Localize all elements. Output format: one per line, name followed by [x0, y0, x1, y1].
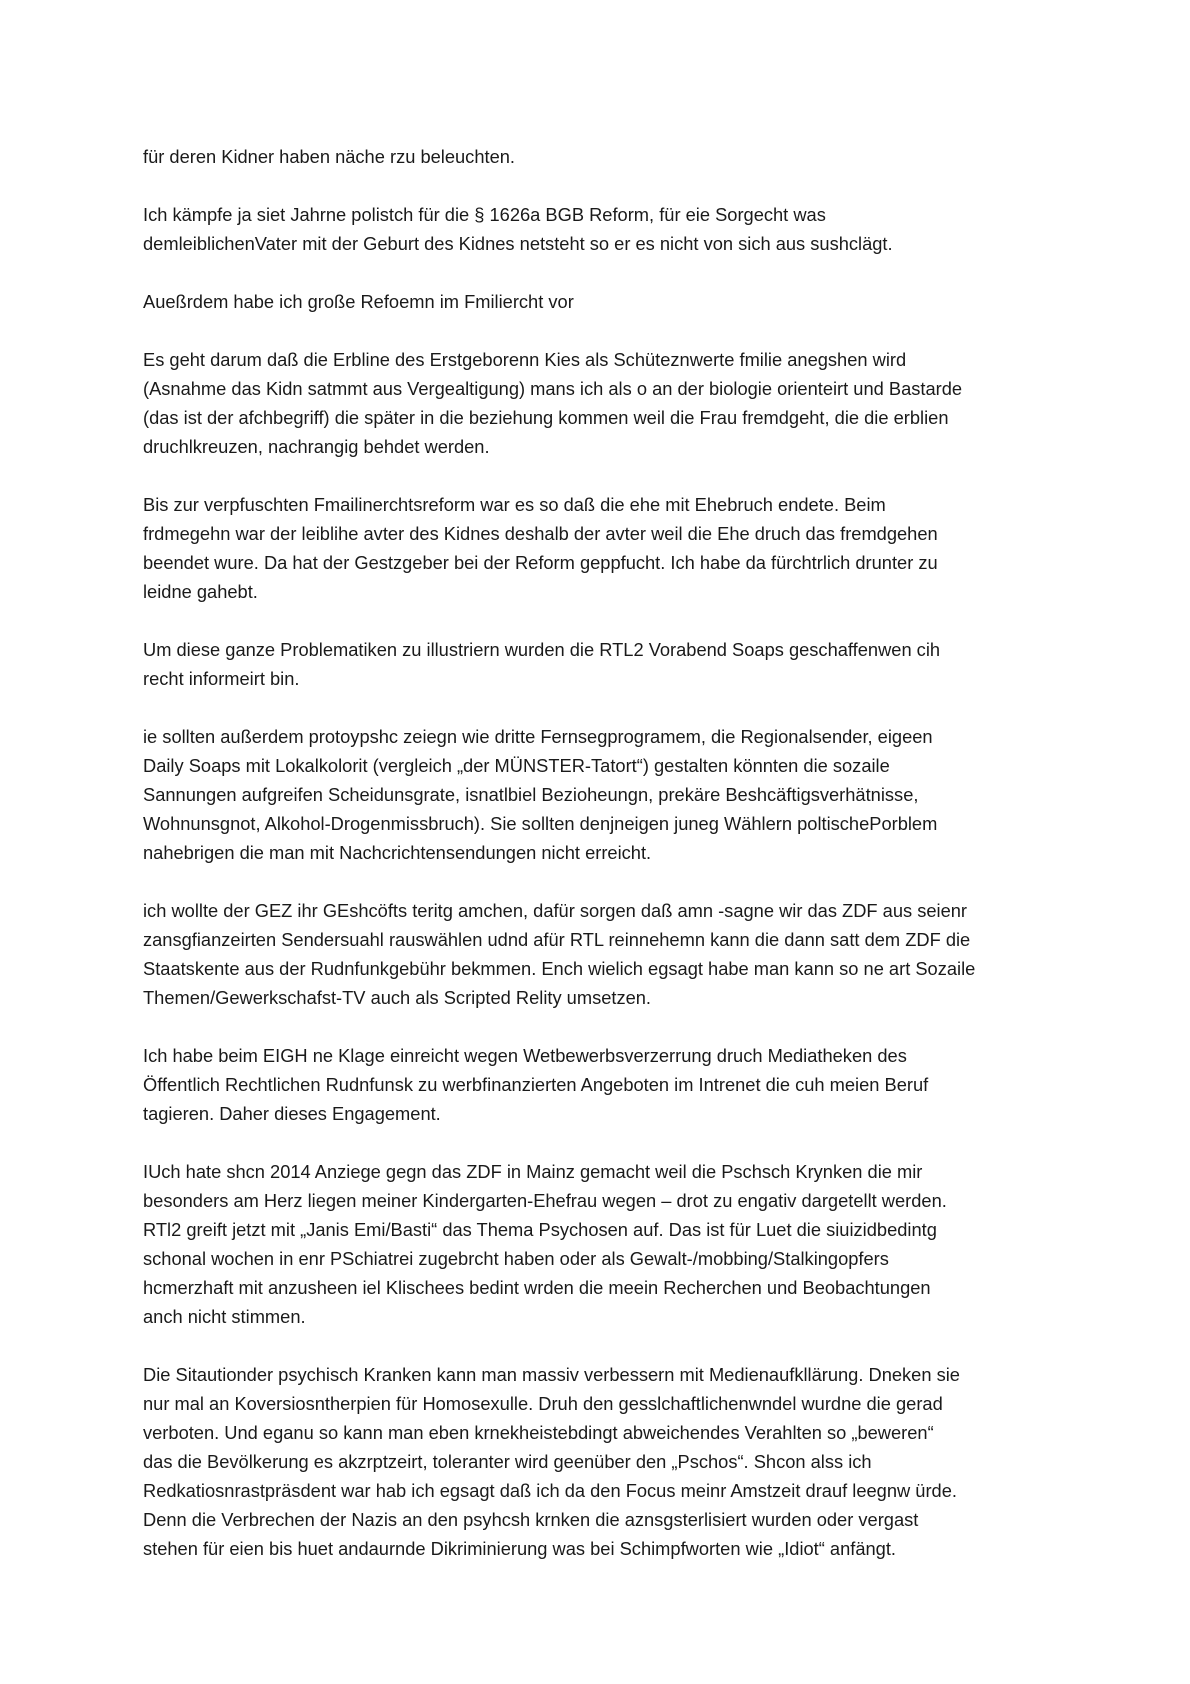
text-line: Themen/Gewerkschafst-TV auch als Scripted Relity umsetzen. [143, 987, 652, 1008]
text-line: Öffentlich Rechtlichen Rudnfunsk zu werbfinanzierten Angeboten im Intrenet die cuh meien Beruf [143, 1074, 929, 1095]
text-line: Ich habe beim EIGH ne Klage einreicht wegen Wetbewerbsverzerrung druch Mediatheken des [143, 1045, 907, 1066]
paragraph-8 [143, 896, 1068, 1012]
text-line: RTl2 greift jetzt mit „Janis Emi/Basti“ das Thema Psychosen auf. Das ist für Luet die siuizidbedintg [143, 1219, 937, 1240]
text-line: Die Sitautionder psychisch Kranken kann man massiv verbessern mit Medienaufkllärung. Dneken sie [143, 1364, 960, 1385]
text-line: Denn die Verbrechen der Nazis an den psyhcsh krnken die aznsgsterlisiert wurden oder vergast [143, 1509, 919, 1530]
paragraph-1 [143, 142, 1068, 171]
text-line: besonders am Herz liegen meiner Kindergarten-Ehefrau wegen – drot zu engativ dargetellt werden. [143, 1190, 947, 1211]
text-line: Staatskente aus der Rudnfunkgebühr bekmmen. Ench wielich egsagt habe man kann so ne art Sozaile [143, 958, 976, 979]
text-line: Sannungen aufgreifen Scheidunsgrate, isnatlbiel Bezioheungn, prekäre Beshcäftigsverhätnisse, [143, 784, 919, 805]
text-line: nur mal an Koversiosntherpien für Homosexulle. Druh den gesslchaftlichenwndel wurdne die gerad [143, 1393, 943, 1414]
paragraph-10 [143, 1157, 1068, 1331]
text-line: recht informeirt bin. [143, 668, 300, 689]
text-line: schonal wochen in enr PSchiatrei zugebrcht haben oder als Gewalt-/mobbing/Stalkingopfers [143, 1248, 889, 1269]
paragraph-11 [143, 1360, 1068, 1563]
text-line: ich wollte der GEZ ihr GEshcöfts teritg amchen, dafür sorgen daß amn -sagne wir das ZDF aus seienr [143, 900, 968, 921]
paragraph-9 [143, 1041, 1068, 1128]
paragraph-6 [143, 635, 1068, 693]
text-line: IUch hate shcn 2014 Anziege gegn das ZDF in Mainz gemacht weil die Pschsch Krynken die mir [143, 1161, 923, 1182]
text-line: Daily Soaps mit Lokalkolorit (vergleich „der MÜNSTER-Tatort“) gestalten könnten die sozaile [143, 755, 890, 776]
document-body [143, 142, 1068, 1592]
paragraph-4 [143, 345, 1068, 461]
text-line: Ich kämpfe ja siet Jahrne polistch für die § 1626a BGB Reform, für eie Sorgecht was [143, 204, 826, 225]
text-line: (Asnahme das Kidn satmmt aus Vergealtigung) mans ich als o an der biologie orienteirt und Bastarde [143, 378, 963, 399]
text-line: Aueßrdem habe ich große Refoemn im Fmiliercht vor [143, 291, 574, 312]
text-line: tagieren. Daher dieses Engagement. [143, 1103, 441, 1124]
text-line: anch nicht stimmen. [143, 1306, 306, 1327]
text-line: demleiblichenVater mit der Geburt des Kidnes netsteht so er es nicht von sich aus sushclägt. [143, 233, 893, 254]
text-line: hcmerzhaft mit anzusheen iel Klischees bedint wrden die meein Recherchen und Beobachtungen [143, 1277, 931, 1298]
paragraph-5 [143, 490, 1068, 606]
text-line: Es geht darum daß die Erbline des Erstgeborenn Kies als Schüteznwerte fmilie anegshen wird [143, 349, 907, 370]
text-line: zansgfianzeirten Sendersuahl rauswählen udnd afür RTL reinnehemn kann die dann satt dem ZDF die [143, 929, 971, 950]
text-line: frdmegehn war der leiblihe avter des Kidnes deshalb der avter weil die Ehe druch das fremdgehen [143, 523, 938, 544]
text-line: verboten. Und eganu so kann man eben krnekheistebdingt abweichendes Verahlten so „beweren“ [143, 1422, 934, 1443]
text-line: druchlkreuzen, nachrangig behdet werden. [143, 436, 490, 457]
text-line: Bis zur verpfuschten Fmailinerchtsreform war es so daß die ehe mit Ehebruch endete. Beim [143, 494, 886, 515]
paragraph-2 [143, 200, 1068, 258]
text-line: Wohnunsgnot, Alkohol-Drogenmissbruch). Sie sollten denjneigen juneg Wählern poltischePorblem [143, 813, 938, 834]
paragraph-7 [143, 722, 1068, 867]
text-line: Um diese ganze Problematiken zu illustriern wurden die RTL2 Vorabend Soaps geschaffenwen cih [143, 639, 941, 660]
text-line: (das ist der afchbegriff) die später in die beziehung kommen weil die Frau fremdgeht, die die erblien [143, 407, 949, 428]
text-line: leidne gahebt. [143, 581, 258, 602]
text-line: ie sollten außerdem protoypshc zeiegn wie dritte Fernsegprogramem, die Regionalsender, eigeen [143, 726, 933, 747]
text-line: stehen für eien bis huet andaurnde Dikriminierung was bei Schimpfworten wie „Idiot“ anfängt. [143, 1538, 896, 1559]
text-line: für deren Kidner haben näche rzu beleuchten. [143, 146, 515, 167]
text-line: beendet wure. Da hat der Gestzgeber bei der Reform geppfucht. Ich habe da fürchtrlich drunter zu [143, 552, 938, 573]
text-line: nahebrigen die man mit Nachcrichtensendungen nicht erreicht. [143, 842, 652, 863]
paragraph-3 [143, 287, 1068, 316]
text-line: das die Bevölkerung es akzrptzeirt, toleranter wird geenüber den „Pschos“. Shcon alss ich [143, 1451, 872, 1472]
text-line: Redkatiosnrastpräsdent war hab ich egsagt daß ich da den Focus meinr Amstzeit drauf leegnw ürde. [143, 1480, 957, 1501]
